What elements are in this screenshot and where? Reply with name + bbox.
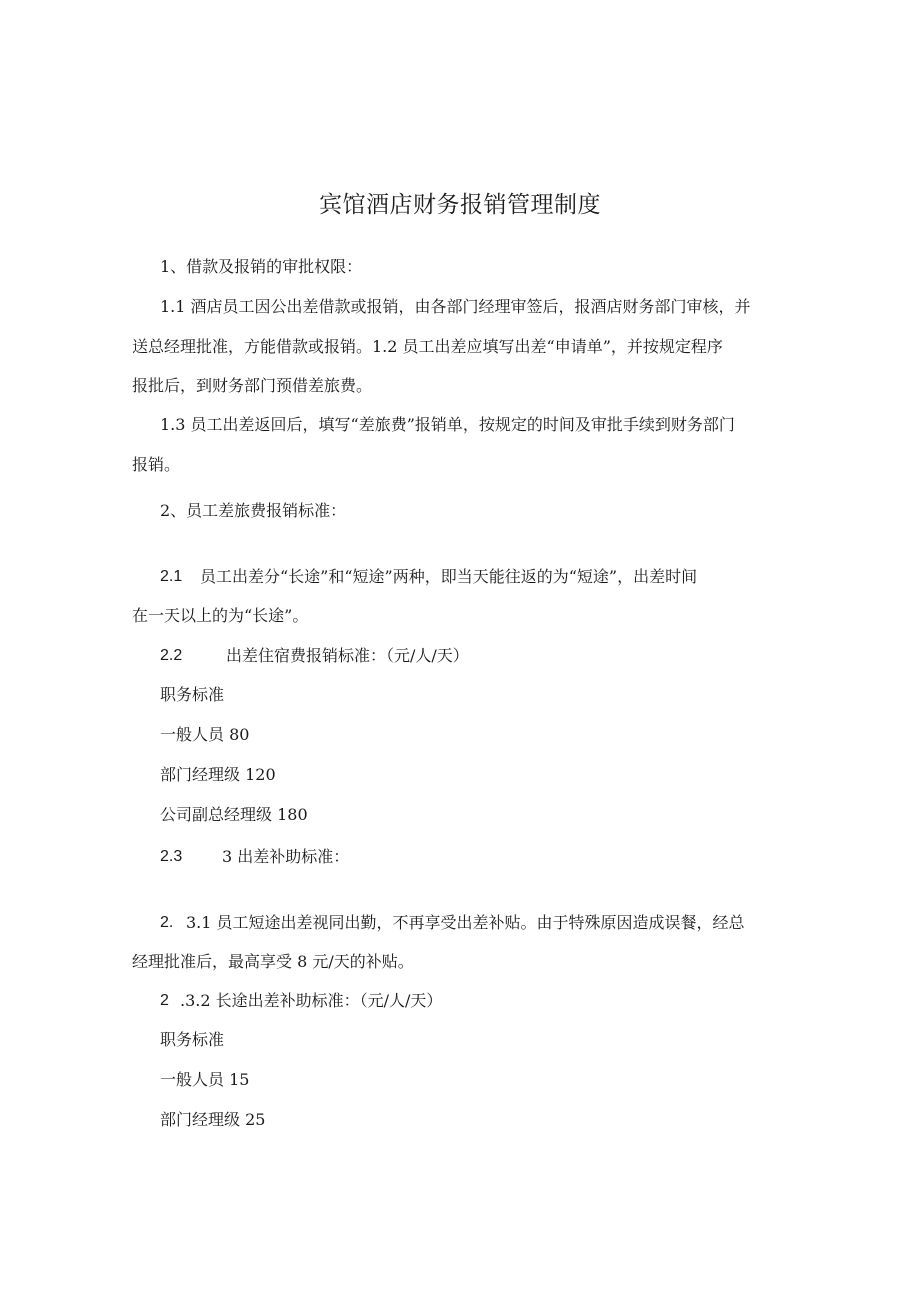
lodging-row-general-staff: 一般人员 80 bbox=[160, 725, 250, 744]
paragraph-2-1-line-2: 在一天以上的为“长途”。 bbox=[132, 606, 309, 625]
paragraph-2-2-text: 出差住宿费报销标准：（元/人/天） bbox=[226, 646, 469, 665]
paragraph-2-3-1-line-2: 经理批准后，最高享受 8 元/天的补贴。 bbox=[132, 952, 414, 971]
paragraph-1-1-line-1: 1.1 酒店员工因公出差借款或报销，由各部门经理审签后，报酒店财务部门审核，并 bbox=[160, 297, 751, 316]
lodging-row-department-manager: 部门经理级 120 bbox=[160, 765, 276, 784]
paragraph-2-3-2-prefix: 2 bbox=[160, 992, 169, 1009]
paragraph-2-3-text: 3 出差补助标准： bbox=[222, 847, 350, 866]
paragraph-1-3-line-1: 1.3 员工出差返回后，填写“差旅费”报销单，按规定的时间及审批手续到财务部门 bbox=[160, 415, 735, 434]
section-2-heading: 2、员工差旅费报销标准： bbox=[160, 501, 347, 520]
paragraph-2-1-line-1: 员工出差分“长途”和“短途”两种，即当天能往返的为“短途”，出差时间 bbox=[200, 567, 698, 586]
allowance-row-general-staff: 一般人员 15 bbox=[160, 1070, 250, 1089]
paragraph-1-1-line-2: 送总经理批准，方能借款或报销。1.2 员工出差应填写出差“申请单”，并按规定程序 bbox=[132, 337, 723, 356]
paragraph-2-2-number: 2.2 bbox=[160, 647, 183, 664]
allowance-row-department-manager: 部门经理级 25 bbox=[160, 1110, 266, 1129]
paragraph-2-3-1-line-1: 3.1 员工短途出差视同出勤，不再享受出差补贴。由于特殊原因造成误餐，经总 bbox=[186, 913, 745, 932]
paragraph-2-3-2-text: .3.2 长途出差补助标准：（元/人/天） bbox=[180, 991, 443, 1010]
allowance-table-header: 职务标准 bbox=[160, 1030, 225, 1049]
document-title: 宾馆酒店财务报销管理制度 bbox=[319, 192, 601, 218]
paragraph-2-1-number: 2.1 bbox=[160, 568, 183, 585]
paragraph-2-3-number: 2.3 bbox=[160, 848, 183, 865]
paragraph-1-3-line-2: 报销。 bbox=[132, 455, 181, 474]
paragraph-1-1-line-3: 报批后，到财务部门预借差旅费。 bbox=[132, 376, 373, 395]
lodging-row-deputy-gm: 公司副总经理级 180 bbox=[160, 805, 308, 824]
paragraph-2-3-1-prefix: 2. bbox=[160, 914, 174, 931]
section-1-heading: 1、借款及报销的审批权限： bbox=[160, 257, 363, 276]
lodging-table-header: 职务标准 bbox=[160, 685, 225, 704]
